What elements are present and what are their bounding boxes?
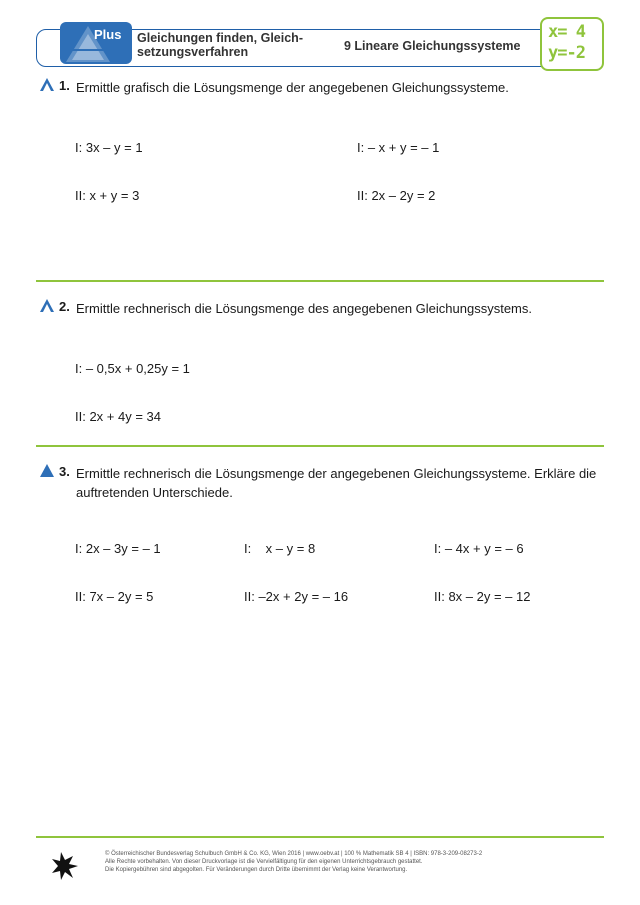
equation-II: II: –2x + 2y = – 16: [244, 589, 349, 604]
solution-badge: [540, 17, 604, 71]
task-instruction: Ermittle rechnerisch die Lösungsmenge der angegebenen Gleichungssysteme. Erkläre die auftretenden Unterschiede.: [76, 466, 597, 500]
equation-I: I: – 4x + y = – 6: [434, 541, 524, 556]
copyright-notice: [105, 850, 482, 874]
system-3a: [75, 509, 161, 621]
equation-II: II: 7x – 2y = 5: [75, 589, 154, 604]
equation-II: II: 2x – 2y = 2: [357, 188, 436, 203]
topic-line-2: setzungsverfahren: [137, 45, 249, 59]
badge-line-y: y=-2: [548, 43, 585, 63]
task-instruction: Ermittle rechnerisch die Lösungsmenge des angegebenen Gleichungssystems.: [76, 301, 532, 316]
task-number: 2.: [59, 299, 70, 314]
system-1a: [75, 108, 143, 220]
footer-line-3: Die Kopiergebühren sind abgegolten. Für Veränderungen durch Dritte übernimmt der Verlag keine Verantwortung.: [105, 867, 408, 873]
plus-logo: [60, 22, 132, 64]
system-2a: [75, 329, 190, 441]
footer-divider: [36, 836, 604, 838]
equation-I: I: – x + y = – 1: [357, 140, 440, 155]
topic-line-1: Gleichungen finden, Gleich-: [137, 31, 303, 45]
footer-line-1: © Österreichischer Bundesverlag Schulbuch GmbH & Co. KG, Wien 2016 | www.oebv.at | 100 % Mathematik SB 4 | ISBN: 978-3-209-08273-2: [105, 851, 483, 857]
equation-I: I: 2x – 3y = – 1: [75, 541, 161, 556]
difficulty-triangle-icon: [40, 78, 54, 91]
equation-II: II: 8x – 2y = – 12: [434, 589, 531, 604]
section-divider: [36, 280, 604, 282]
publisher-logo-icon: [52, 852, 78, 880]
equation-II: II: x + y = 3: [75, 188, 140, 203]
topic-title: [137, 31, 332, 59]
chapter-title: 9 Lineare Gleichungssysteme: [344, 39, 521, 53]
system-1b: [357, 108, 439, 220]
footer-line-2: Alle Rechte vorbehalten. Von dieser Druckvorlage ist die Vervielfältigung für den eigenen Unterrichtsgebrauch gestattet.: [105, 859, 423, 865]
task-number: 3.: [59, 464, 70, 479]
task-instruction: Ermittle grafisch die Lösungsmenge der angegebenen Gleichungssysteme.: [76, 80, 509, 95]
equation-I: I: – 0,5x + 0,25y = 1: [75, 361, 190, 376]
equation-I: I: 3x – y = 1: [75, 140, 143, 155]
badge-line-x: x= 4: [548, 22, 585, 42]
section-divider: [36, 445, 604, 447]
equation-II: II: 2x + 4y = 34: [75, 409, 161, 424]
difficulty-triangle-icon: [40, 299, 54, 312]
difficulty-triangle-icon: [40, 464, 54, 477]
system-3c: [434, 509, 530, 621]
equation-I: I: x – y = 8: [244, 541, 316, 556]
task-number: 1.: [59, 78, 70, 93]
system-3b: [244, 509, 348, 621]
logo-label: Plus: [94, 27, 122, 42]
